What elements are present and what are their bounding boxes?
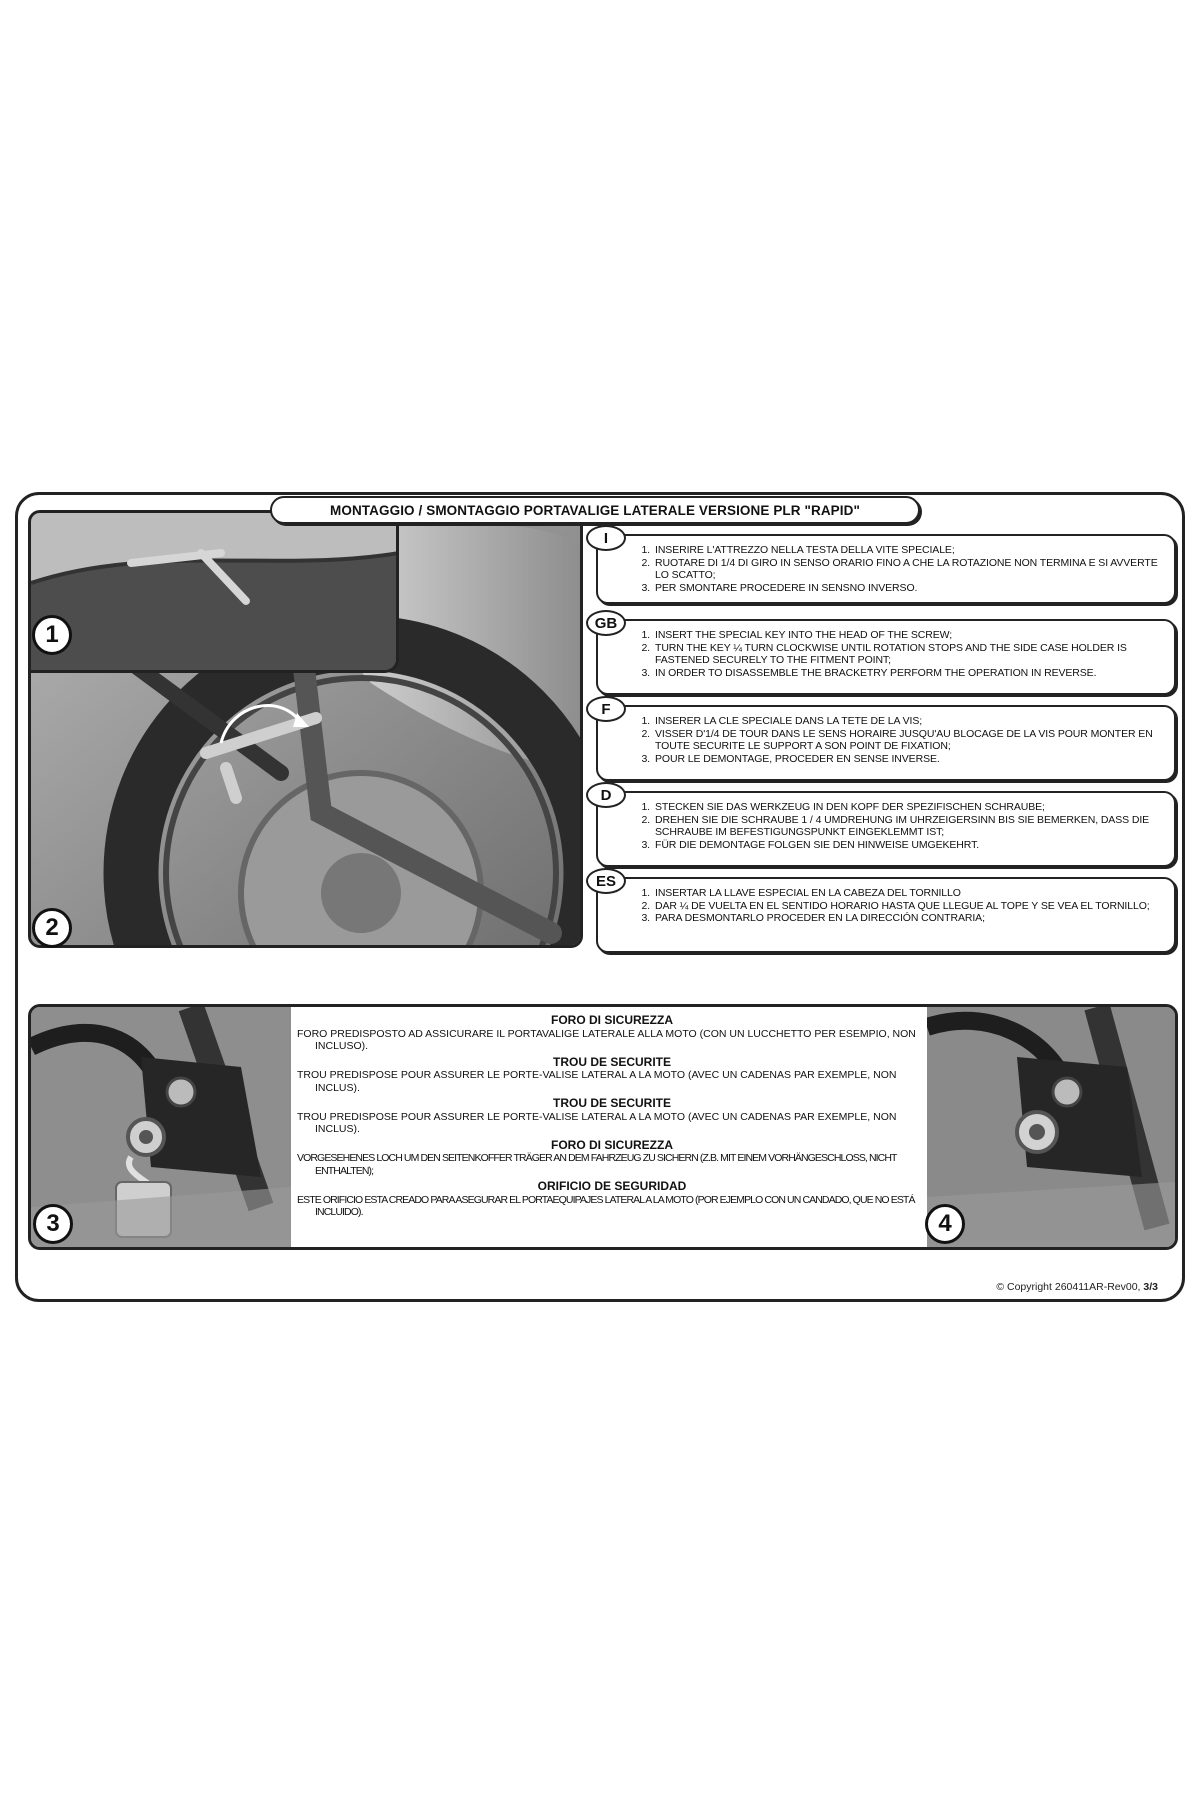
instructions-it — [596, 534, 1176, 604]
page-title: MONTAGGIO / SMONTAGGIO PORTAVALIGE LATERALE VERSIONE PLR "RAPID" — [270, 496, 920, 524]
instructions-es — [596, 877, 1176, 953]
step: 2. DREHEN SIE DIE SCHRAUBE 1 / 4 UMDREHUNG IM UHRZEIGERSINN BIS SIE BEMERKEN, DASS DIE SCHRAUBE IM BEFESTIGUNGSPUNKT EINGEKLEMMT IST; — [641, 813, 1150, 838]
figure-number-1: 1 — [32, 615, 72, 655]
bracket-hole-illustration — [927, 1007, 1175, 1247]
step: 2. VISSER D'1/4 DE TOUR DANS LE SENS HORAIRE JUSQU'AU BLOCAGE DE LA VIS POUR MONTER EN TOUTE SECURITE LE SUPPORT A SON POINT DE FIXATION; — [641, 727, 1153, 752]
step: 2. DAR ¼ DE VUELTA EN EL SENTIDO HORARIO HASTA QUE LLEGUE AL TOPE Y SE VEA EL TORNILLO; — [641, 899, 1150, 912]
photo-padlock-bracket — [31, 1007, 291, 1247]
step: 1. INSERER LA CLE SPECIALE DANS LA TETE DE LA VIS; — [641, 715, 923, 727]
page-number: 3/3 — [1143, 1281, 1158, 1293]
lang-tag-es: ES — [586, 868, 626, 894]
instructions-fr — [596, 705, 1176, 781]
lang-tag-it: I — [586, 525, 626, 551]
safety-text-fr: TROU PREDISPOSE POUR ASSURER LE PORTE-VALISE LATERAL A LA MOTO (AVEC UN CADENAS PAR EXEMPLE, NON INCLUS). — [297, 1069, 897, 1094]
lang-tag-de: D — [586, 782, 626, 808]
step: 3. PER SMONTARE PROCEDERE IN SENSNO INVERSO. — [641, 581, 918, 594]
inset-photo-special-key — [31, 513, 399, 673]
instructions-gb — [596, 619, 1176, 695]
step: 1. STECKEN SIE DAS WERKZEUG IN DEN KOPF DER SPEZIFISCHEN SCHRAUBE; — [641, 801, 1045, 813]
step: 3. PARA DESMONTARLO PROCEDER EN LA DIRECCIÓN CONTRARIA; — [641, 912, 985, 924]
safety-heading-fr: TROU DE SECURITE — [552, 1054, 671, 1069]
step: 3. FÜR DIE DEMONTAGE FOLGEN SIE DEN HINWEISE UMGEKEHRT. — [641, 838, 980, 851]
instructions-de — [596, 791, 1176, 867]
main-photo-motorcycle-rear — [28, 510, 583, 948]
figure-number-2: 2 — [32, 908, 72, 948]
step: 3. IN ORDER TO DISASSEMBLE THE BRACKETRY PERFORM THE OPERATION IN REVERSE. — [641, 666, 1097, 679]
step: 1. INSERIRE L'ATTREZZO NELLA TESTA DELLA VITE SPECIALE; — [641, 544, 955, 556]
safety-text-it: FORO PREDISPOSTO AD ASSICURARE IL PORTAVALIGE LATERALE ALLA MOTO (CON UN LUCCHETTO PER ESEMPIO, NON INCLUSO). — [297, 1027, 916, 1052]
safety-heading-de: FORO DI SICUREZZA — [551, 1137, 673, 1152]
figure-number-3: 3 — [33, 1204, 73, 1244]
step: 2. RUOTARE DI 1/4 DI GIRO IN SENSO ORARIO FINO A CHE LA ROTAZIONE NON TERMINA E SI AVVERTE LO SCATTO; — [641, 556, 1158, 581]
safety-text-fr-2: TROU PREDISPOSE POUR ASSURER LE PORTE-VALISE LATERAL A LA MOTO (AVEC UN CADENAS PAR EXEMPLE, NON INCLUS). — [297, 1110, 897, 1135]
safety-hole-section — [28, 1004, 1178, 1250]
special-key-illustration — [31, 513, 399, 673]
photo-bracket-hole — [927, 1007, 1175, 1247]
safety-text-es: ESTE ORIFICIO ESTA CREADO PARA ASEGURAR EL PORTAEQUIPAJES LATERAL A LA MOTO (POR EJEMPLO CON UN CANDADO, QUE NO ESTÁ INCLUIDO). — [297, 1193, 915, 1218]
step: 1. INSERTAR LA LLAVE ESPECIAL EN LA CABEZA DEL TORNILLO — [641, 887, 961, 899]
copyright-label: © Copyright 260411AR-Rev00, — [996, 1281, 1141, 1293]
safety-text-de: VORGESEHENES LOCH UM DEN SEITENKOFFER TRÄGER AN DEM FAHRZEUG ZU SICHERN (Z.B. MIT EINEM VORHÄNGESCHLOSS, NICHT ENTHALTEN); — [297, 1152, 897, 1177]
step: 1. INSERT THE SPECIAL KEY INTO THE HEAD OF THE SCREW; — [641, 629, 953, 641]
padlock-bracket-illustration — [31, 1007, 291, 1247]
safety-heading-es: ORIFICIO DE SEGURIDAD — [537, 1179, 687, 1193]
figure-number-4: 4 — [925, 1204, 965, 1244]
step: 2. TURN THE KEY ¼ TURN CLOCKWISE UNTIL ROTATION STOPS AND THE SIDE CASE HOLDER IS FASTENED SECURELY TO THE FITMENT POINT; — [641, 641, 1127, 666]
lang-tag-gb: GB — [586, 610, 626, 636]
safety-heading-it: FORO DI SICUREZZA — [551, 1013, 673, 1027]
lang-tag-fr: F — [586, 696, 626, 722]
copyright-footer — [996, 1281, 1158, 1293]
safety-heading-fr-2: TROU DE SECURITE — [552, 1096, 671, 1110]
step: 3. POUR LE DEMONTAGE, PROCEDER EN SENSE INVERSE. — [641, 752, 940, 765]
safety-hole-text — [297, 1011, 927, 1219]
